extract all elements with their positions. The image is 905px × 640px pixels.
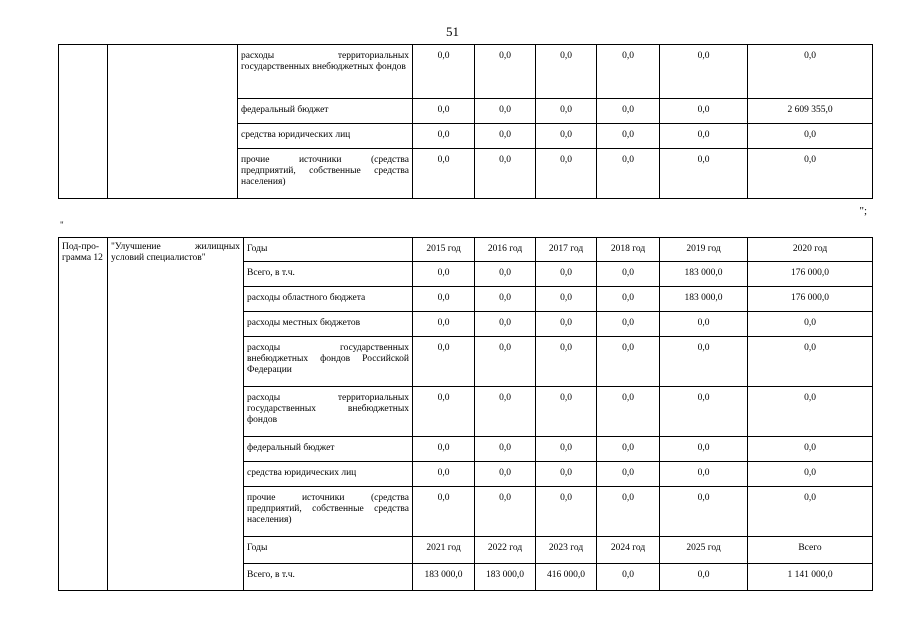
value-cell: 0,0 <box>660 99 748 124</box>
value-cell: 0,0 <box>536 337 597 387</box>
header-label: Годы <box>244 537 413 564</box>
year-header: 2022 год <box>475 537 536 564</box>
value-cell: 183 000,0 <box>660 287 748 312</box>
value-cell: 183 000,0 <box>660 262 748 287</box>
value-cell: 0,0 <box>597 462 660 487</box>
value-cell: 0,0 <box>536 45 597 99</box>
value-cell: 0,0 <box>748 437 873 462</box>
blank-cell <box>59 124 108 149</box>
value-cell: 0,0 <box>660 312 748 337</box>
value-cell: 0,0 <box>413 124 475 149</box>
value-cell: 0,0 <box>475 99 536 124</box>
value-cell: 0,0 <box>413 287 475 312</box>
row-label: расходы территориальных государственных внебюджетных фондов <box>244 387 413 437</box>
value-cell: 0,0 <box>475 437 536 462</box>
value-cell: 0,0 <box>413 262 475 287</box>
value-cell: 0,0 <box>413 99 475 124</box>
value-cell: 0,0 <box>597 437 660 462</box>
blank-cell <box>108 99 238 124</box>
value-cell: 0,0 <box>660 337 748 387</box>
header-label: Годы <box>244 238 413 262</box>
row-label: средства юридических лиц <box>238 124 413 149</box>
value-cell: 0,0 <box>748 387 873 437</box>
row-label: Всего, в т.ч. <box>244 262 413 287</box>
table-row <box>59 45 873 99</box>
value-cell: 0,0 <box>597 124 660 149</box>
value-cell: 0,0 <box>748 45 873 99</box>
value-cell: 0,0 <box>748 312 873 337</box>
value-cell: 0,0 <box>536 99 597 124</box>
value-cell: 0,0 <box>536 287 597 312</box>
year-header: 2025 год <box>660 537 748 564</box>
value-cell: 2 609 355,0 <box>748 99 873 124</box>
value-cell: 0,0 <box>536 387 597 437</box>
value-cell: 0,0 <box>536 462 597 487</box>
value-cell: 0,0 <box>748 462 873 487</box>
year-header: 2020 год <box>748 238 873 262</box>
row-label: расходы областного бюджета <box>244 287 413 312</box>
table-row <box>59 149 873 199</box>
value-cell: 0,0 <box>413 337 475 387</box>
value-cell: 0,0 <box>413 462 475 487</box>
value-cell: 0,0 <box>597 564 660 591</box>
value-cell: 0,0 <box>413 487 475 537</box>
year-header: 2019 год <box>660 238 748 262</box>
value-cell: 0,0 <box>413 45 475 99</box>
value-cell: 0,0 <box>597 387 660 437</box>
value-cell: 0,0 <box>660 564 748 591</box>
value-cell: 0,0 <box>748 149 873 199</box>
row-label: прочие источники (средства предприятий, собственные средства населения) <box>244 487 413 537</box>
blank-cell <box>59 149 108 199</box>
value-cell: 0,0 <box>660 437 748 462</box>
value-cell: 0,0 <box>597 337 660 387</box>
blank-cell <box>108 124 238 149</box>
year-header: Всего <box>748 537 873 564</box>
value-cell: 0,0 <box>597 287 660 312</box>
value-cell: 0,0 <box>475 124 536 149</box>
value-cell: 0,0 <box>597 45 660 99</box>
value-cell: 0,0 <box>475 45 536 99</box>
value-cell: 0,0 <box>413 149 475 199</box>
value-cell: 0,0 <box>536 124 597 149</box>
value-cell: 183 000,0 <box>475 564 536 591</box>
value-cell: 0,0 <box>660 462 748 487</box>
value-cell: 0,0 <box>536 487 597 537</box>
value-cell: 0,0 <box>475 387 536 437</box>
value-cell: 183 000,0 <box>413 564 475 591</box>
table-header-row <box>59 238 873 262</box>
blank-cell <box>108 45 238 99</box>
value-cell: 0,0 <box>475 487 536 537</box>
value-cell: 0,0 <box>475 462 536 487</box>
value-cell: 0,0 <box>536 149 597 199</box>
row-label: федеральный бюджет <box>244 437 413 462</box>
value-cell: 0,0 <box>748 124 873 149</box>
year-header: 2017 год <box>536 238 597 262</box>
value-cell: 0,0 <box>597 312 660 337</box>
value-cell: 0,0 <box>413 437 475 462</box>
year-header: 2018 год <box>597 238 660 262</box>
value-cell: 0,0 <box>475 287 536 312</box>
value-cell: 0,0 <box>475 312 536 337</box>
value-cell: 0,0 <box>660 487 748 537</box>
blank-cell <box>108 149 238 199</box>
value-cell: 0,0 <box>536 437 597 462</box>
value-cell: 0,0 <box>413 387 475 437</box>
value-cell: 176 000,0 <box>748 262 873 287</box>
row-label: расходы территориальных государственных внебюджетных фондов <box>238 45 413 99</box>
value-cell: 0,0 <box>660 149 748 199</box>
funding-table-continued <box>58 44 873 199</box>
row-label: прочие источники (средства предприятий, собственные средства населения) <box>238 149 413 199</box>
value-cell: 0,0 <box>536 312 597 337</box>
year-header: 2021 год <box>413 537 475 564</box>
table-row <box>59 124 873 149</box>
row-label: Всего, в т.ч. <box>244 564 413 591</box>
value-cell: 0,0 <box>475 337 536 387</box>
page-number: 51 <box>446 24 459 39</box>
subprogram-name: "Улучшение жилищных условий специалистов" <box>108 238 244 591</box>
closing-quote: "; <box>859 205 867 217</box>
year-header: 2016 год <box>475 238 536 262</box>
opening-quote: " <box>60 220 64 230</box>
value-cell: 0,0 <box>748 337 873 387</box>
subprogram-number: Под-про-грамма 12 <box>59 238 108 591</box>
table-row <box>59 99 873 124</box>
value-cell: 0,0 <box>748 487 873 537</box>
value-cell: 0,0 <box>597 149 660 199</box>
blank-cell <box>59 99 108 124</box>
year-header: 2023 год <box>536 537 597 564</box>
row-label: расходы государственных внебюджетных фондов Российской Федерации <box>244 337 413 387</box>
subprogram-12-table <box>58 237 873 591</box>
blank-cell <box>59 45 108 99</box>
value-cell: 0,0 <box>475 262 536 287</box>
value-cell: 0,0 <box>597 487 660 537</box>
value-cell: 0,0 <box>597 262 660 287</box>
value-cell: 0,0 <box>413 312 475 337</box>
value-cell: 0,0 <box>660 124 748 149</box>
value-cell: 0,0 <box>536 262 597 287</box>
value-cell: 1 141 000,0 <box>748 564 873 591</box>
row-label: средства юридических лиц <box>244 462 413 487</box>
value-cell: 0,0 <box>660 387 748 437</box>
value-cell: 0,0 <box>475 149 536 199</box>
value-cell: 416 000,0 <box>536 564 597 591</box>
year-header: 2015 год <box>413 238 475 262</box>
value-cell: 0,0 <box>660 45 748 99</box>
row-label: федеральный бюджет <box>238 99 413 124</box>
value-cell: 176 000,0 <box>748 287 873 312</box>
value-cell: 0,0 <box>597 99 660 124</box>
row-label: расходы местных бюджетов <box>244 312 413 337</box>
year-header: 2024 год <box>597 537 660 564</box>
